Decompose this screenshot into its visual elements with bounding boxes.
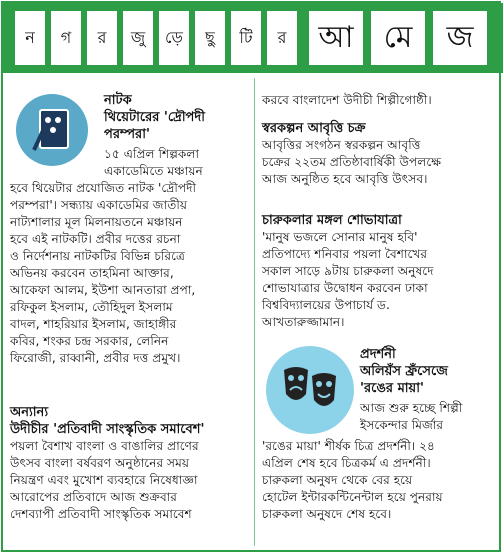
banner-letter: জু xyxy=(123,11,153,65)
text-line: বাদল, শাহরিয়ার ইসলাম, জাহাঙ্গীর xyxy=(10,317,177,331)
text-line: আজ শুরু হচ্ছে শিল্পী xyxy=(360,401,463,415)
text-line: অভিনয় করবেন তাহমিনা আক্তার, xyxy=(10,266,174,280)
text-line: বিশ্ববিদ্যালয়ের উপাচার্য ড. xyxy=(262,298,390,312)
palette-icon xyxy=(16,94,88,166)
text-line: আরোপের প্রতিবাদে আজ শুক্রবার xyxy=(10,490,178,504)
other-continuation xyxy=(262,92,498,109)
text-line: রফিকুল ইসলাম, তৌহিদুল ইসলাম xyxy=(10,300,173,314)
text-line: দেশব্যাপী প্রতিবাদী সাংস্কৃতিক সমাবেশ xyxy=(10,507,192,521)
text-line: এপ্রিল শেষ হবে চিত্রকর্ম এ প্রদর্শনী। xyxy=(262,456,431,470)
text-line: পরম্পরা'। সন্ধ্যায় একাডেমির জাতীয় xyxy=(10,198,188,212)
exhibition-title-line1: অলিয়ঁস ফ্রঁসেজে xyxy=(360,364,448,379)
text-line: প্রতিপাদ্যে শনিবার পয়লা বৈশাখের xyxy=(262,247,428,261)
text-line: নিয়ন্ত্রণ এবং মুখোশ ব্যবহারে নিষেধাজ্ঞা xyxy=(10,473,198,487)
text-line: 'মানুষ ভজলে সোনার মানুষ হবি' xyxy=(262,230,418,244)
other-category: অন্যান্য xyxy=(10,405,49,420)
text-line: উৎসব বাংলা বর্ষবরণ অনুষ্ঠানের সময় xyxy=(10,456,190,470)
text-line: একাডেমিতে মঞ্চায়ন xyxy=(104,164,203,178)
procession-section xyxy=(262,212,498,331)
text-line: কবির, শংকর চন্দ্র সরকার, লেনিন xyxy=(10,334,169,348)
text-line: আখতারুজ্জামান। xyxy=(262,315,345,329)
natok-header xyxy=(104,92,252,143)
banner-letter: ন xyxy=(15,11,45,65)
natok-category: নাটক xyxy=(104,93,132,108)
banner-big-letter: মে xyxy=(371,11,425,65)
text-line: ১৫ এপ্রিল শিল্পকলা xyxy=(104,147,200,161)
text-line: আকেফা আলম, ইউশা আনতারা প্রপা, xyxy=(10,283,196,297)
text-line: আজ অনুষ্ঠিত হবে আবৃত্তি উৎসব। xyxy=(262,172,428,186)
text-line: ফিরোজী, রাব্বানী, প্রবীর দত্ত প্রমুখ। xyxy=(10,351,181,365)
other-section xyxy=(10,404,252,523)
other-title: উদীচীর 'প্রতিবাদী সাংস্কৃতিক সমাবেশ' xyxy=(10,422,205,437)
natok-body xyxy=(10,180,252,367)
text-line: পয়লা বৈশাখ বাংলা ও বাঙালির প্রাণের xyxy=(10,439,199,453)
recitation-section xyxy=(262,120,498,188)
exhibition-category: প্রদর্শনী xyxy=(360,347,396,362)
banner-letter: টি xyxy=(231,11,261,65)
natok-title: থিয়েটারের 'দ্রৌপদী পরম্পরা' xyxy=(104,110,205,142)
text-line: করবে বাংলাদেশ উদীচী শিল্পীগোষ্ঠী। xyxy=(262,93,432,107)
text-line: হোটেল ইন্টারকন্টিনেন্টাল হয়ে পুনরায় xyxy=(262,490,443,504)
text-line: নাট্যশালার মূল মিলনায়তনে মঞ্চায়ন xyxy=(10,215,183,229)
text-line: চারুকলা অনুষদ থেকে বের হয়ে xyxy=(262,473,413,487)
title-banner xyxy=(3,3,503,73)
exhibition-header xyxy=(360,346,500,397)
recitation-title: স্বরকল্পন আবৃত্তি চক্র xyxy=(262,121,366,136)
text-line: ইসকেন্দার মির্জার xyxy=(360,418,444,432)
text-line: আবৃত্তির সংগঠন স্বরকল্পন আবৃত্তি xyxy=(262,138,421,152)
text-line: শোভাযাত্রার উদ্বোধন করবেন ঢাকা xyxy=(262,281,428,295)
text-line: ও নির্দেশনায় নাটকটির বিভিন্ন চরিত্রে xyxy=(10,249,185,263)
banner-letter: ড়ে xyxy=(159,11,189,65)
banner-big-letter: আ xyxy=(309,11,363,65)
text-line: সকাল সাড়ে ৯টায় চারুকলা অনুষদে xyxy=(262,264,434,278)
banner-big-letter: জ xyxy=(433,11,487,65)
banner-letter: গ xyxy=(51,11,81,65)
text-line: চারুকলা অনুষদে শেষ হবে। xyxy=(262,507,392,521)
exhibition-body xyxy=(262,438,500,523)
exhibition-intro xyxy=(360,400,500,434)
natok-intro xyxy=(104,146,252,180)
banner-letter: ছু xyxy=(195,11,225,65)
column-divider xyxy=(254,78,255,546)
banner-letter: র xyxy=(267,11,297,65)
procession-title: চারুকলার মঙ্গল শোভাযাত্রা xyxy=(262,213,402,228)
theatre-masks-icon xyxy=(266,346,354,434)
text-line: হবে এই নাটকটি। প্রবীর দত্তের রচনা xyxy=(10,232,181,246)
text-line: চক্রের ২২তম প্রতিষ্ঠাবার্ষিকী উপলক্ষে xyxy=(262,155,442,169)
text-line: হবে থিয়েটার প্রযোজিত নাটক 'দ্রৌপদী xyxy=(10,181,197,195)
banner-letter: র xyxy=(87,11,117,65)
exhibition-title-line2: 'রঙের মায়া' xyxy=(360,381,424,396)
text-line: 'রঙের মায়া' শীর্ষক চিত্র প্রদর্শনী। ২৪ xyxy=(262,439,435,453)
